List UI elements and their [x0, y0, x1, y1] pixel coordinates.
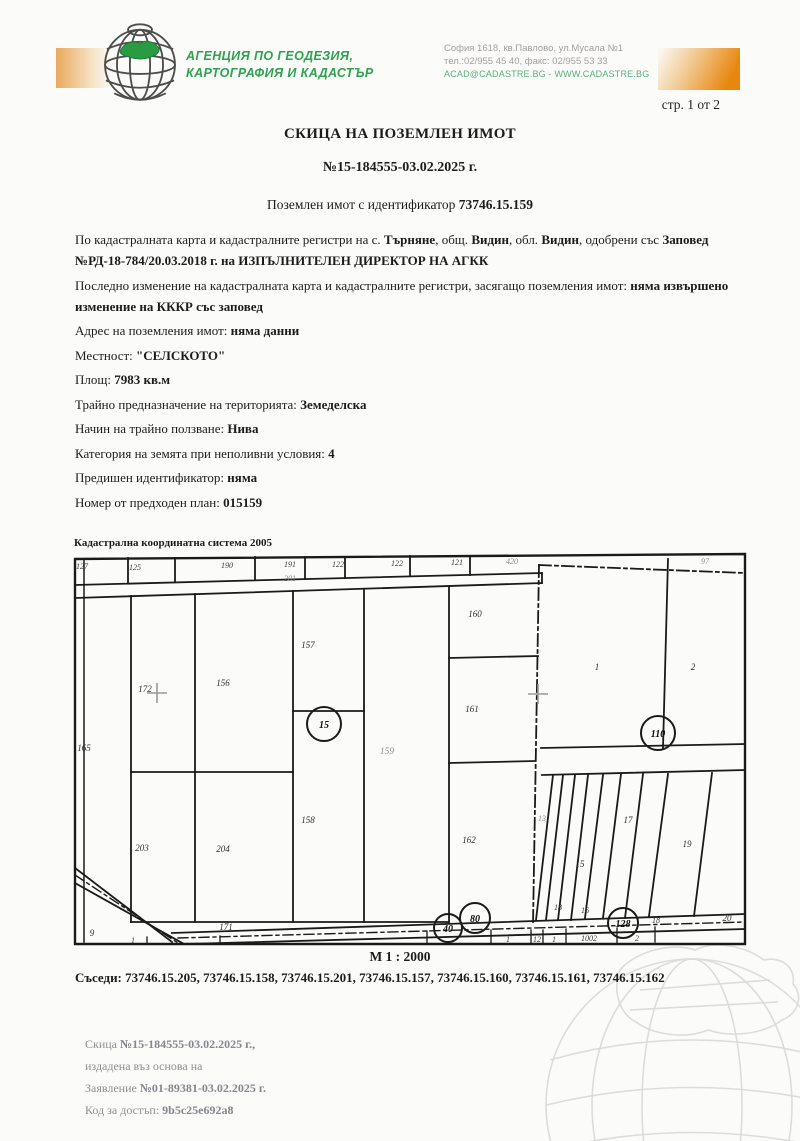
- text-segment: , одобрени със: [579, 232, 663, 247]
- text-segment: Заповед №РД-18-784/20.03.2018 г. на ИЗПЪЛНИТЕЛЕН ДИРЕКТОР НА АГКК: [75, 232, 709, 268]
- footer-access-code-label: Код за достъп:: [85, 1103, 163, 1117]
- parcel-label-1: 1: [594, 662, 600, 672]
- parcel-label-157: 157: [301, 640, 315, 650]
- neighbors-list: 73746.15.205, 73746.15.158, 73746.15.201, 73746.15.157, 73746.15.160, 73746.15.161, 73746.15.162: [125, 970, 665, 985]
- parcel-label-17: 17: [623, 815, 633, 825]
- map-frame: [75, 554, 745, 944]
- parcel-label-156: 156: [216, 678, 230, 688]
- text-segment: няма извършено изменение на КККР със заповед: [75, 277, 729, 314]
- circled-label-40: 40: [443, 924, 453, 935]
- cadastral-map: [72, 552, 748, 948]
- text-segment: Начин на трайно ползване:: [75, 421, 228, 436]
- identifier-prefix: Поземлен имот с идентификатор: [267, 197, 459, 212]
- neighbors-label: Съседи:: [75, 970, 126, 985]
- parcel-label-15: 15: [575, 859, 585, 869]
- strip-label-190: 190: [221, 561, 233, 570]
- property-details: [75, 229, 749, 516]
- agency-address-block: [444, 42, 659, 81]
- parcel-label-162: 162: [462, 835, 476, 845]
- footer-issued-on-basis: издадена въз основа на: [85, 1059, 203, 1073]
- bottom-strip-label-1c: 1: [552, 935, 556, 944]
- text-segment: няма: [227, 470, 258, 485]
- text-segment: , обл.: [509, 232, 542, 247]
- detail-previous-plan-number: [75, 492, 749, 513]
- map-scale-label: М 1 : 2000: [369, 949, 431, 964]
- parcel-identifier-line: [0, 197, 800, 213]
- agency-name: [186, 48, 416, 82]
- text-segment: Адрес на поземления имот:: [75, 323, 231, 338]
- globe-logo-icon: [94, 16, 186, 108]
- agency-name-line1: АГЕНЦИЯ ПО ГЕОДЕЗИЯ,: [186, 49, 354, 63]
- parcel-label-16: 16: [581, 906, 589, 915]
- bottom-strip-label-1a: 1: [131, 936, 135, 945]
- address-line1: София 1618, кв.Павлово, ул.Мусала №1: [444, 43, 624, 54]
- detail-cadastral-map: [75, 229, 749, 271]
- footer-access-code: [85, 1099, 266, 1121]
- text-segment: 7983 кв.м: [114, 372, 171, 387]
- text-segment: "СЕЛСКОТО": [136, 347, 226, 363]
- parcel-label-9: 9: [89, 928, 95, 938]
- text-segment: Площ:: [75, 372, 115, 387]
- footer-application-label: Заявление: [85, 1081, 140, 1095]
- text-segment: Категория на земята при неполивни условия:: [75, 445, 329, 461]
- text-segment: Номер от предходен план:: [75, 494, 224, 510]
- parcel-label-18: 18: [554, 903, 562, 912]
- parcel-label-18b: 18: [652, 916, 660, 925]
- parcel-label-158: 158: [301, 815, 315, 825]
- text-segment: , общ.: [435, 232, 472, 247]
- parcel-label-159-subject: 159: [379, 747, 395, 757]
- detail-previous-identifier: [75, 467, 749, 488]
- circled-label-15: 15: [319, 720, 329, 731]
- text-segment: Видин: [471, 232, 510, 247]
- strip-label-191: 191: [284, 560, 296, 569]
- map-boundary-dashdot-main: [533, 565, 539, 925]
- agency-name-line2: КАРТОГРАФИЯ И КАДАСТЪР: [186, 66, 374, 80]
- parcel-label-171: 171: [219, 922, 233, 932]
- detail-territory-purpose: [75, 394, 749, 415]
- text-segment: 015159: [223, 494, 263, 510]
- detail-address: [75, 320, 749, 341]
- detail-locality: [75, 345, 749, 366]
- circled-label-110: 110: [650, 729, 666, 740]
- text-segment: Предишен идентификатор:: [75, 470, 228, 485]
- coordinate-system-label: Кадастрална координатна система 2005: [74, 537, 272, 549]
- detail-land-use: [75, 418, 749, 439]
- grid-cross-icon: [147, 683, 548, 704]
- circled-label-80: 80: [470, 914, 480, 925]
- bottom-strip-label-1002: 1002: [581, 934, 597, 943]
- parcel-label-161: 161: [465, 704, 479, 714]
- issuance-footer: [85, 1033, 266, 1121]
- parcel-label-19: 19: [682, 839, 692, 849]
- strip-label-122a: 122: [332, 560, 344, 569]
- bottom-strip-label-2: 2: [635, 934, 639, 943]
- identifier-value: 73746.15.159: [458, 197, 533, 212]
- text-segment: Трайно предназначение на територията:: [75, 396, 301, 412]
- footer-application-value: №01-89381-03.02.2025 г.: [139, 1081, 267, 1095]
- parcel-label-2: 2: [690, 662, 696, 672]
- text-segment: Търняне: [383, 232, 436, 247]
- header-right-accent-bar: [658, 48, 740, 90]
- address-line2: тел.:02/955 45 40, факс: 02/955 53 33: [444, 56, 608, 67]
- strip-label-122b: 122: [391, 559, 403, 568]
- text-segment: Последно изменение на кадастралната карта и кадастралните регистри, засягащо поземления имот:: [75, 277, 631, 293]
- parcel-label-204: 204: [216, 844, 230, 854]
- bottom-strip-label-1b: 1: [506, 935, 510, 944]
- parcel-label-13: 13: [538, 814, 546, 823]
- road-label-201: 201: [284, 574, 296, 583]
- footer-application-number: [85, 1077, 266, 1099]
- parcel-label-160: 160: [468, 609, 482, 619]
- footer-access-code-value: 9b5c25e692a8: [162, 1103, 234, 1117]
- circled-label-128: 128: [615, 919, 631, 930]
- detail-area: [75, 369, 749, 390]
- footer-sketch-number: [85, 1033, 266, 1055]
- detail-last-change: [75, 275, 749, 317]
- parcel-label-172: 172: [138, 684, 152, 694]
- parcel-label-203: 203: [135, 843, 149, 853]
- page-indicator: стр. 1 от 2: [661, 97, 720, 112]
- text-segment: Местност:: [75, 347, 137, 363]
- text-segment: Видин: [541, 232, 580, 247]
- text-segment: 4: [328, 445, 335, 461]
- road-label-97: 97: [701, 557, 709, 566]
- map-boundary-dashdot-top: [539, 565, 745, 573]
- road-label-420: 420: [506, 557, 518, 566]
- document-title: СКИЦА НА ПОЗЕМЛЕН ИМОТ: [284, 126, 516, 142]
- strip-label-121: 121: [451, 558, 463, 567]
- neighbors-line: [75, 967, 751, 989]
- bottom-strip-label-12: 12: [533, 935, 541, 944]
- strip-label-125: 125: [129, 563, 141, 572]
- parcel-label-165: 165: [77, 743, 91, 753]
- detail-land-category: [75, 443, 749, 464]
- parcel-label-20: 20: [722, 913, 732, 923]
- footer-sketch-value: №15-184555-03.02.2025 г.,: [120, 1037, 256, 1051]
- bulgaria-map-shape: [120, 41, 159, 59]
- footer-sketch-label: Скица: [85, 1037, 121, 1051]
- document-number: №15-184555-03.02.2025 г.: [322, 160, 478, 175]
- text-segment: Земеделска: [300, 396, 367, 412]
- text-segment: няма данни: [230, 323, 300, 338]
- text-segment: Нива: [227, 421, 259, 436]
- text-segment: По кадастралната карта и кадастралните регистри на с.: [75, 232, 384, 247]
- agency-contact-links: ACAD@CADASTRE.BG - WWW.CADASTRE.BG: [444, 69, 650, 79]
- strip-label-127: 127: [76, 562, 88, 571]
